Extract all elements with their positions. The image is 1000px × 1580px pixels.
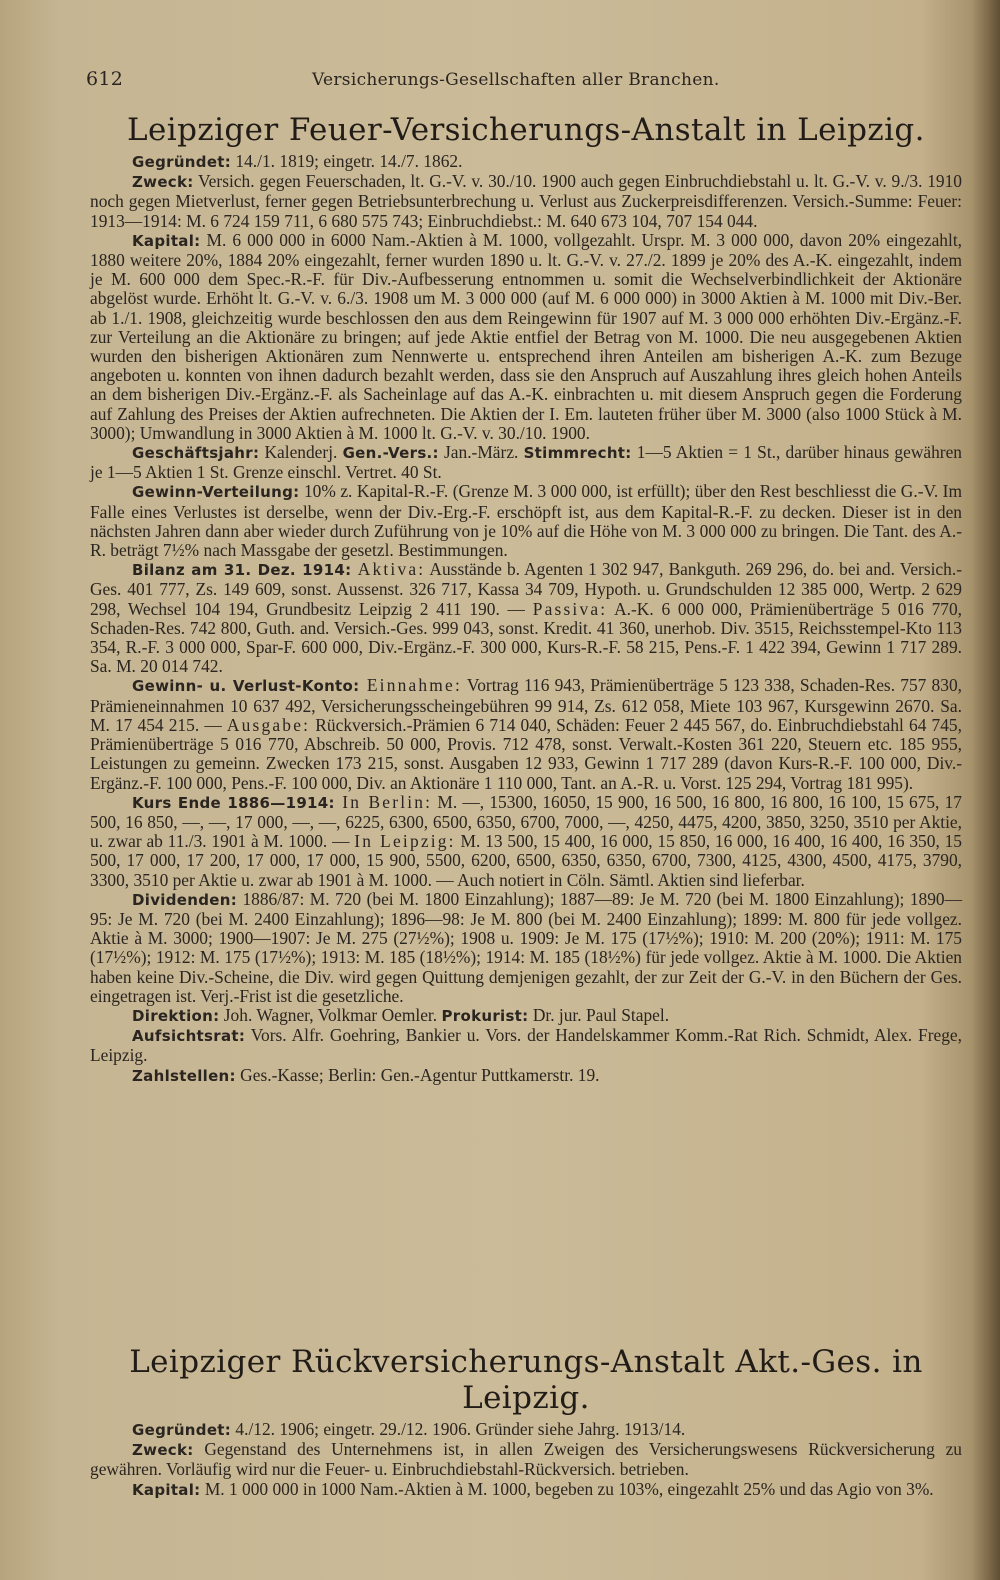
entry-text: Kalenderj. — [259, 442, 343, 463]
entry-gewinnverteilung — [90, 482, 962, 560]
entry-label: Stimmrecht: — [523, 444, 632, 463]
entry-text: Dr. jur. Paul Stapel. — [528, 1004, 670, 1025]
entry-kurs — [90, 793, 962, 890]
entry-text: Vors. Alfr. Goehring, Bankier u. Vors. der Handelskammer Komm.-Rat Rich. Schmidt, Alex. Frege, Leipzig. — [90, 1025, 962, 1066]
entry-direktion — [90, 1006, 962, 1026]
entry-guv — [90, 676, 962, 792]
entry-text: 1—5 Aktien = 1 St., darüber hinaus gewähren je 1—5 Aktien 1 St. Grenze einschl. Vertret. 40 St. — [90, 442, 962, 483]
entry-gegruendet — [90, 1420, 962, 1440]
entry-zweck — [90, 172, 962, 231]
entry-label: Direktion: — [132, 1006, 220, 1025]
berlin-label: In Berlin: — [334, 791, 433, 812]
aktiva-label: Aktiva: — [351, 559, 426, 580]
ausgabe-label: Ausgabe: — [226, 714, 311, 735]
entry-kapital — [90, 1480, 962, 1500]
entry-label: Zahlstellen: — [132, 1066, 236, 1085]
entry-label: Zweck: — [132, 173, 194, 192]
entry-label: Gewinn-Verteilung: — [132, 483, 300, 502]
entry-label: Dividenden: — [132, 890, 237, 909]
page-gutter-shadow — [972, 0, 1000, 1580]
leipzig-label: In Leipzig: — [354, 831, 456, 852]
leipzig-text: M. 13 500, 15 400, 16 000, 15 850, 16 000, 16 400, 16 400, 16 350, 15 500, 17 000, 17 200, 17 000, 17 000, 15 900, 5500, 6200, 6500, 6350, 6350, 6700, 7300, 4125, 4300, 4500, 4175, 3790, 3300, 3510 per Aktie u. zwar ab 1901 à M. 1000. — Auch notiert in Cöln. Sämtl. Aktien sind lieferbar. — [90, 831, 962, 890]
einnahme-label: Einnahme: — [359, 675, 462, 696]
entry-label: Gewinn- u. Verlust-Konto: — [132, 677, 360, 696]
entry-text: M. 1 000 000 in 1000 Nam.-Aktien à M. 1000, begeben zu 103%, eingezahlt 25% und das Agio von 3%. — [200, 1478, 934, 1499]
entry-gegruendet — [90, 152, 962, 172]
entry-geschaeftsjahr — [90, 443, 962, 482]
section-body — [90, 152, 962, 1086]
entry-text: 1886/87: M. 720 (bei M. 1800 Einzahlung); 1887—89: Je M. 720 (bei M. 1800 Einzahlung); 1890—95: Je M. 720 (bei M. 2400 Einzahlung); 1896—98: Je M. 800 (bei M. 2400 Einzahlung); 1899: M. 800 für jede vollgez. Aktie à M. 3000; 1900—1907: Je M. 275 (27½%); 1908 u. 1909: Je M. 175 (17½%); 1910: M. 200 (20%); 1911: M. 175 (17½%); 1912: M. 175 (17½%); 1913: M. 185 (18½%); 1914: M. 185 (18½%) für jede vollgez. Aktie à M. 1000. Die Aktien haben keine Div.-Scheine, die Div. wird gegen Quittung demjenigen gezahlt, der zur Zeit der G.-V. in den Büchern der Ges. eingetragen ist. Verj.-Frist ist die gesetzliche. — [90, 888, 962, 1006]
entry-label: Prokurist: — [441, 1006, 529, 1025]
entry-label: Kapital: — [132, 231, 201, 250]
entry-text: Ges.-Kasse; Berlin: Gen.-Agentur Puttkamerstr. 19. — [235, 1064, 600, 1085]
entry-bilanz — [90, 560, 962, 676]
entry-text: 4./12. 1906; eingetr. 29./12. 1906. Gründer siehe Jahrg. 1913/14. — [231, 1419, 686, 1439]
running-title: Versicherungs-Gesellschaften aller Branchen. — [312, 70, 720, 90]
entry-label: Kurs Ende 1886—1914: — [132, 793, 335, 812]
section-heading: Leipziger Rückversicherungs-Anstalt Akt.-Ges. in Leipzig. — [129, 1344, 923, 1416]
section-heading: Leipziger Feuer-Versicherungs-Anstalt in Leipzig. — [127, 112, 925, 148]
section-leipziger-rueckversicherung — [90, 1344, 962, 1500]
page-number: 612 — [86, 68, 124, 90]
ausgabe-text: Rückversich.-Prämien 6 714 040, Schäden: Feuer 2 445 567, do. Einbruchdiebstahl 64 745, Prämienüberträge 5 016 770, Abschreib. 50 000, Provis. 712 478, sonst. Verwalt.-Kosten 361 220, Steuern etc. 185 955, Leistungen zu gemeinn. Zwecken 173 215, sonst. Ausgaben 12 933, Gewinn 1 717 289 (davon Kurs-R.-F. 100 000, Div.-Ergänz.-F. 100 000, Pens.-F. 100 000, Div. an Aktionäre 1 110 000, Tant. an A.-R. u. Vorst. 125 294, Vortrag 181 995). — [90, 714, 962, 793]
entry-text: M. 6 000 000 in 6000 Nam.-Aktien à M. 1000, vollgezahlt. Urspr. M. 3 000 000, davon 20% eingezahlt, 1880 weitere 20%, 1884 20% eingezahlt, ferner wurden 1890 u. lt. G.-V. v. 27./2. 1899 je 20% des A.-K. eingezahlt, indem je M. 600 000 dem Spec.-R.-F. für Div.-Aufbesserung entnommen u. somit die Wechselverbindlichkeit der Aktionäre abgelöst wurde. Erhöht lt. G.-V. v. 6./3. 1908 um M. 3 000 000 (auf M. 6 000 000) in 3000 Aktien à M. 1000 mit Div.-Ber. ab 1./1. 1908, gleichzeitig wurde beschlossen den aus dem Reingewinn für 1907 auf M. 3 000 000 erhöhten Div.-Ergänz.-F. zur Verteilung an die Aktionäre zu bringen; auf jede Aktie entfiel der Betrag von M. 1000. Die neu ausgegebenen Aktien wurden den bisherigen Aktionären zum Nennwerte u. entsprechend ihren Anteilen am bisherigen A.-K. zum Bezuge angeboten u. konnten von ihnen dadurch bezahlt werden, dass sie den Anspruch auf Auszahlung ihres gleich hohen Anteils an dem bisherigen Div.-Ergänz.-F. als Sacheinlage auf das A.-K. einbrachten u. mit diesem Anspruch gegen die Forderung auf Zahlung des Preises der Aktien aufrechneten. Die Aktien der I. Em. lauteten früher über M. 3000 (also 1000 Stück à M. 3000); Umwandlung in 3000 Aktien à M. 1000 lt. G.-V. v. 30./10. 1900. — [90, 229, 962, 443]
entry-dividenden — [90, 890, 962, 1006]
entry-label: Gegründet: — [132, 1421, 232, 1439]
berlin-text: M. —, 15300, 16050, 15 900, 16 500, 16 800, 16 800, 16 100, 15 675, 17 500, 16 850, —, —, 17 000, —, —, 6225, 6300, 6500, 6350, 6700, 7000, —, 4250, 4475, 4200, 3850, 3250, 3510 per Aktie, u. zwar ab 11./3. 1901 à M. 1000. — — [90, 791, 962, 852]
entry-text: Joh. Wagner, Volkmar Oemler. — [219, 1004, 442, 1025]
entry-text: Versich. gegen Feuerschaden, lt. G.-V. v. 30./10. 1900 auch gegen Einbruchdiebstahl u. lt. G.-V. v. 9./3. 1910 noch gegen Mietverlust, ferner gegen Betriebsunterbrechung u. Verlust aus Zuckerpreisdifferenzen. Versich.-Summe: Feuer: 1913—1914: M. 6 724 159 711, 6 680 575 743; Einbruchdiebst.: M. 640 673 104, 707 154 044. — [90, 171, 962, 231]
section-leipziger-feuer — [90, 112, 962, 1086]
einnahme-text: Vortrag 116 943, Prämienüberträge 5 123 338, Schaden-Res. 757 830, Prämieneinnahmen 10 637 492, Versicherungsscheingebühren 99 914, Zs. 612 058, Miete 103 967, Kursgewinn 2670. Sa. M. 17 454 215. — — [90, 675, 962, 735]
running-head — [86, 68, 946, 96]
passiva-text: A.-K. 6 000 000, Prämienüberträge 5 016 770, Schaden-Res. 742 800, Guth. and. Versich.-Ges. 999 043, sonst. Kredit. 41 360, unerhob. Div. 3515, Reichsstempel-Kto 113 354, R.-F. 3 000 000, Spar-F. 600 000, Div.-Ergänz.-F. 300 000, Kurs-R.-F. 58 215, Pens.-F. 1 422 394, Gewinn 1 717 289. Sa. M. 20 014 742. — [90, 598, 963, 677]
entry-label: Kapital: — [132, 1480, 201, 1499]
entry-text: 10% z. Kapital-R.-F. (Grenze M. 3 000 000, ist erfüllt); über den Rest beschliesst die G.-V. Im Falle eines Verlustes ist derselbe, wenn der Div.-Erg.-F. erschöpft ist, aus dem Kapital-R.-F. zu decken. Dieser ist in den nächsten Jahren dann aber wieder durch Zuführung von je 10% auf die Höhe von M. 3 000 000 zu bringen. Die Tant. des A.-R. beträgt 7½% nach Massgabe der gesetzl. Bestimmungen. — [90, 481, 962, 561]
entry-text: 14./1. 1819; eingetr. 14./7. 1862. — [231, 151, 463, 171]
aktiva-text: Ausstände b. Agenten 1 302 947, Bankguth. 269 296, do. bei and. Versich.-Ges. 401 777, Zs. 149 609, sonst. Aussenst. 326 717, Kassa 34 709, Hypoth. u. Grundschulden 12 385 000, Wertp. 2 629 298, Wechsel 104 194, Grundbesitz Leipzig 2 411 190. — — [90, 559, 962, 619]
entry-label: Geschäftsjahr: — [132, 444, 260, 463]
entry-zweck — [90, 1440, 962, 1479]
entry-label: Gegründet: — [132, 153, 232, 171]
entry-kapital — [90, 231, 962, 443]
entry-label: Gen.-Vers.: — [342, 444, 439, 463]
entry-text: Gegenstand des Unternehmens ist, in allen Zweigen des Versicherungswesens Rückversicherung zu gewähren. Vorläufig wird nur die Feuer- u. Einbruchdiebstahl-Rückversich. betrieben. — [90, 1439, 962, 1480]
entry-label: Bilanz am 31. Dez. 1914: — [132, 561, 352, 580]
entry-label: Zweck: — [132, 1441, 194, 1460]
entry-aufsichtsrat — [90, 1026, 962, 1065]
entry-text: Jan.-März. — [438, 442, 524, 463]
passiva-label: Passiva: — [532, 598, 608, 619]
section-body — [90, 1420, 962, 1500]
entry-zahlstellen — [90, 1066, 962, 1086]
entry-label: Aufsichtsrat: — [132, 1027, 246, 1046]
